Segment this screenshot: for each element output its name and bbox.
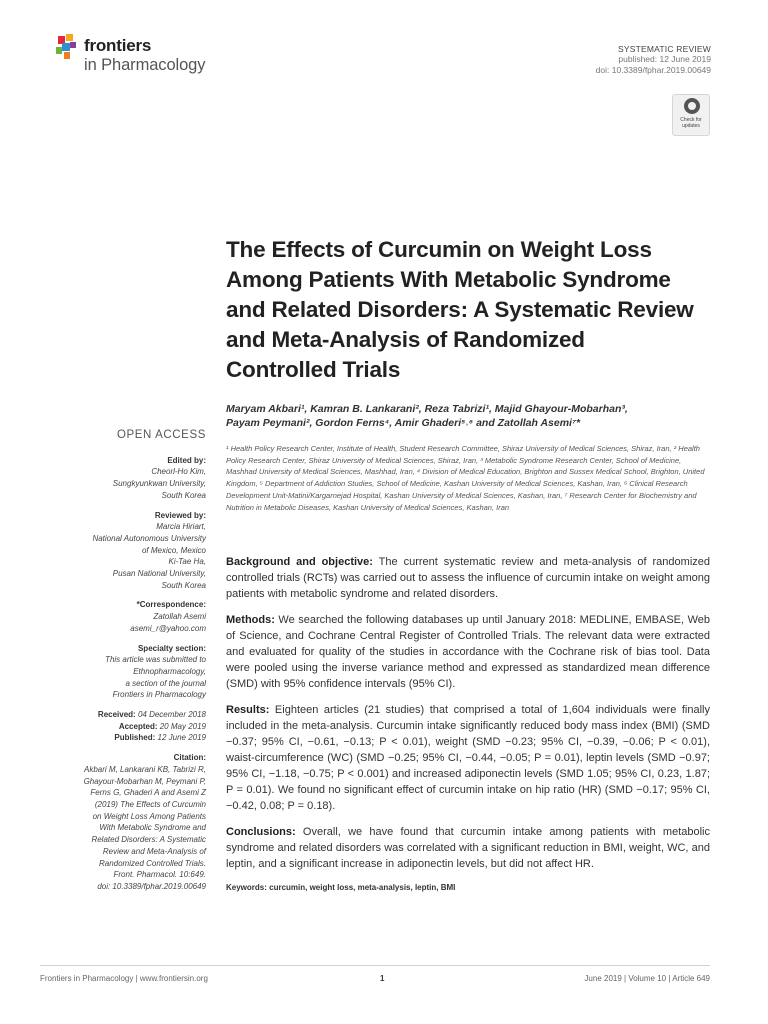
- list-item: Ferns G, Ghaderi A and Asemi Z: [90, 788, 206, 798]
- section-label: Specialty section:: [137, 643, 206, 653]
- list-item: a section of the journal: [125, 678, 206, 688]
- list-item: Zatollah Asemi: [153, 612, 206, 622]
- citation-section: [40, 752, 206, 892]
- author-line: Payam Peymani², Gordon Ferns⁴, Amir Ghaderi⁵˒⁶ and Zatollah Asemi⁷*: [226, 417, 581, 429]
- list-item: Review and Meta-Analysis of: [102, 846, 206, 856]
- list-item: Cheorl-Ho Kim,: [151, 467, 206, 477]
- section-label: Edited by:: [167, 455, 206, 465]
- list-item: Randomized Controlled Trials.: [98, 858, 206, 868]
- article-type: SYSTEMATIC REVIEW: [618, 44, 711, 54]
- check-updates-icon: [684, 98, 700, 114]
- frontiers-logo-icon: [56, 34, 80, 62]
- abstract-results: Results: Eighteen articles (21 studies) that comprised a total of 1,604 individuals were finally included in the meta-analysis. Curcumin intake significantly reduced body mass index (BMI) (SMD −0.37; 95% CI, −0.61, −0.13; P < 0.01), weight (SMD −0.23; 95% CI, −0.39, −0.06; P < 0.01), waist-circumference (WC) (SMD −0.25; 95% CI, −0.44, −0.05; P = 0.01), leptin levels (SMD −0.97; 95% CI, −1.18, −0.75; P < 0.001) and increased adiponectin levels (SMD 1.05; 95% CI, 0.23, 1.87; P = 0.01). We found no significant effect of curcumin intake on hip ratio (HR) (SMD −0.17; 95% CI, −0.42, 0.08; P = 0.18).: [226, 704, 710, 812]
- section-label: *Correspondence:: [136, 600, 206, 610]
- list-item: Related Disorders: A Systematic: [91, 835, 206, 845]
- abstract-background: Background and objective: The current systematic review and meta-analysis of randomized controlled trials (RCTs) was carried out to assess the influence of curcumin intake on weight among patients with metabolic syndrome and related disorders.: [226, 556, 710, 600]
- footer-issue: June 2019 | Volume 10 | Article 649: [584, 974, 710, 983]
- received-row: Received: 04 December 2018: [97, 710, 206, 720]
- list-item: South Korea: [161, 580, 206, 590]
- abstract: [226, 554, 710, 896]
- list-item: (2019) The Effects of Curcumin: [94, 799, 206, 809]
- article-title: The Effects of Curcumin on Weight Loss Among Patients With Metabolic Syndrome and Related Disorders: A Systematic Review and Meta-Analysis of Randomized Controlled Trials: [226, 237, 694, 382]
- abstract-conclusions: Conclusions: Overall, we have found that curcumin intake among patients with metabolic syndrome and related disorders was correlated with a significant reduction in BMI, weight, WC, and leptin, and a significant increase in adiponectin levels, but did not affect HR.: [226, 826, 710, 870]
- footer-divider: [40, 965, 710, 966]
- page-number: 1: [380, 974, 385, 983]
- list-item: Ki-Tae Ha,: [168, 557, 206, 567]
- list-item: Akbari M, Lankarani KB, Tabrizi R,: [84, 764, 206, 774]
- list-item: on Weight Loss Among Patients: [92, 811, 206, 821]
- email-link[interactable]: asemi_r@yahoo.com: [130, 623, 206, 633]
- author-list: [226, 402, 706, 430]
- list-item: Frontiers in Pharmacology: [112, 690, 206, 700]
- list-item: Ethnopharmacology,: [133, 666, 206, 676]
- section-label: Reviewed by:: [154, 510, 206, 520]
- author-line: Maryam Akbari¹, Kamran B. Lankarani², Reza Tabrizi¹, Majid Ghayour-Mobarhan³,: [226, 403, 628, 415]
- list-item: This article was submitted to: [105, 655, 206, 665]
- open-access-label: OPEN ACCESS: [116, 429, 206, 441]
- doi-link[interactable]: doi: 10.3389/fphar.2019.00649: [97, 881, 206, 891]
- footer-journal-link[interactable]: Frontiers in Pharmacology | www.frontiersin.org: [40, 974, 208, 983]
- accepted-row: Accepted: 20 May 2019: [118, 721, 206, 731]
- list-item: South Korea: [161, 490, 206, 500]
- journal-name: in Pharmacology: [84, 56, 206, 74]
- list-item: Ghayour-Mobarhan M, Peymani P,: [83, 776, 206, 786]
- reviewed-by-section: [40, 510, 206, 592]
- list-item: National Autonomous University: [92, 533, 206, 543]
- section-label: Citation:: [173, 753, 206, 763]
- list-item: Marcia Hiriart,: [156, 522, 206, 532]
- published-date: published: 12 June 2019: [618, 54, 711, 64]
- specialty-section: [40, 643, 206, 702]
- published-row: Published: 12 June 2019: [114, 733, 206, 743]
- check-updates-label: Check for updates: [680, 117, 702, 129]
- list-item: Pusan National University,: [112, 569, 206, 579]
- journal-logo: [56, 34, 236, 84]
- keywords: Keywords: curcumin, weight loss, meta-analysis, leptin, BMI: [226, 883, 456, 892]
- edited-by-section: [40, 455, 206, 502]
- dates-section: [40, 709, 206, 744]
- brand-name: frontiers: [84, 36, 152, 55]
- list-item: Sungkyunkwan University,: [112, 479, 206, 489]
- list-item: of Mexico, Mexico: [141, 545, 206, 555]
- check-for-updates-button[interactable]: [672, 94, 710, 136]
- list-item: With Metabolic Syndrome and: [99, 823, 206, 833]
- article-meta: [596, 44, 711, 76]
- article-sidebar: [40, 430, 206, 901]
- doi-link[interactable]: doi: 10.3389/fphar.2019.00649: [595, 65, 711, 75]
- list-item: Front. Pharmacol. 10:649.: [113, 870, 206, 880]
- abstract-methods: Methods: We searched the following databases up until January 2018: MEDLINE, EMBASE, Web of Science, and Cochrane Central Register of Controlled Trials. The relevant data were extracted and evaluated for quality of the studies in accordance with the Cochrane risk of bias tool. Data were pooled using the inverse variance method and expressed as standardized mean difference (SMD) with 95% confidence intervals (95% CI).: [226, 614, 710, 690]
- affiliations: ¹ Health Policy Research Center, Institute of Health, Student Research Committee, Shiraz University of Medical Sciences, Shiraz, Iran, ² Health Policy Research Center, Shiraz University of Medical Sciences, Shiraz, Iran, ³ Metabolic Syndrome Research Center, School of Medicine, Mashhad University of Medical Sciences, Mashhad, Iran, ⁴ Division of Medical Education, Brighton and Sussex Medical School, Brighton, United Kingdom, ⁵ Department of Addiction Studies, School of Medicine, Kashan University of Medical Sciences, Kashan, Iran, ⁶ Clinical Research Development Unit-Matini/Kargarnejad Hospital, Kashan University of Medical Sciences, Kashan, Iran, ⁷ Research Center for Biochemistry and Nutrition in Metabolic Diseases, Kashan University of Medical Sciences, Kashan, Iran: [226, 444, 705, 512]
- correspondence-section: [40, 599, 206, 634]
